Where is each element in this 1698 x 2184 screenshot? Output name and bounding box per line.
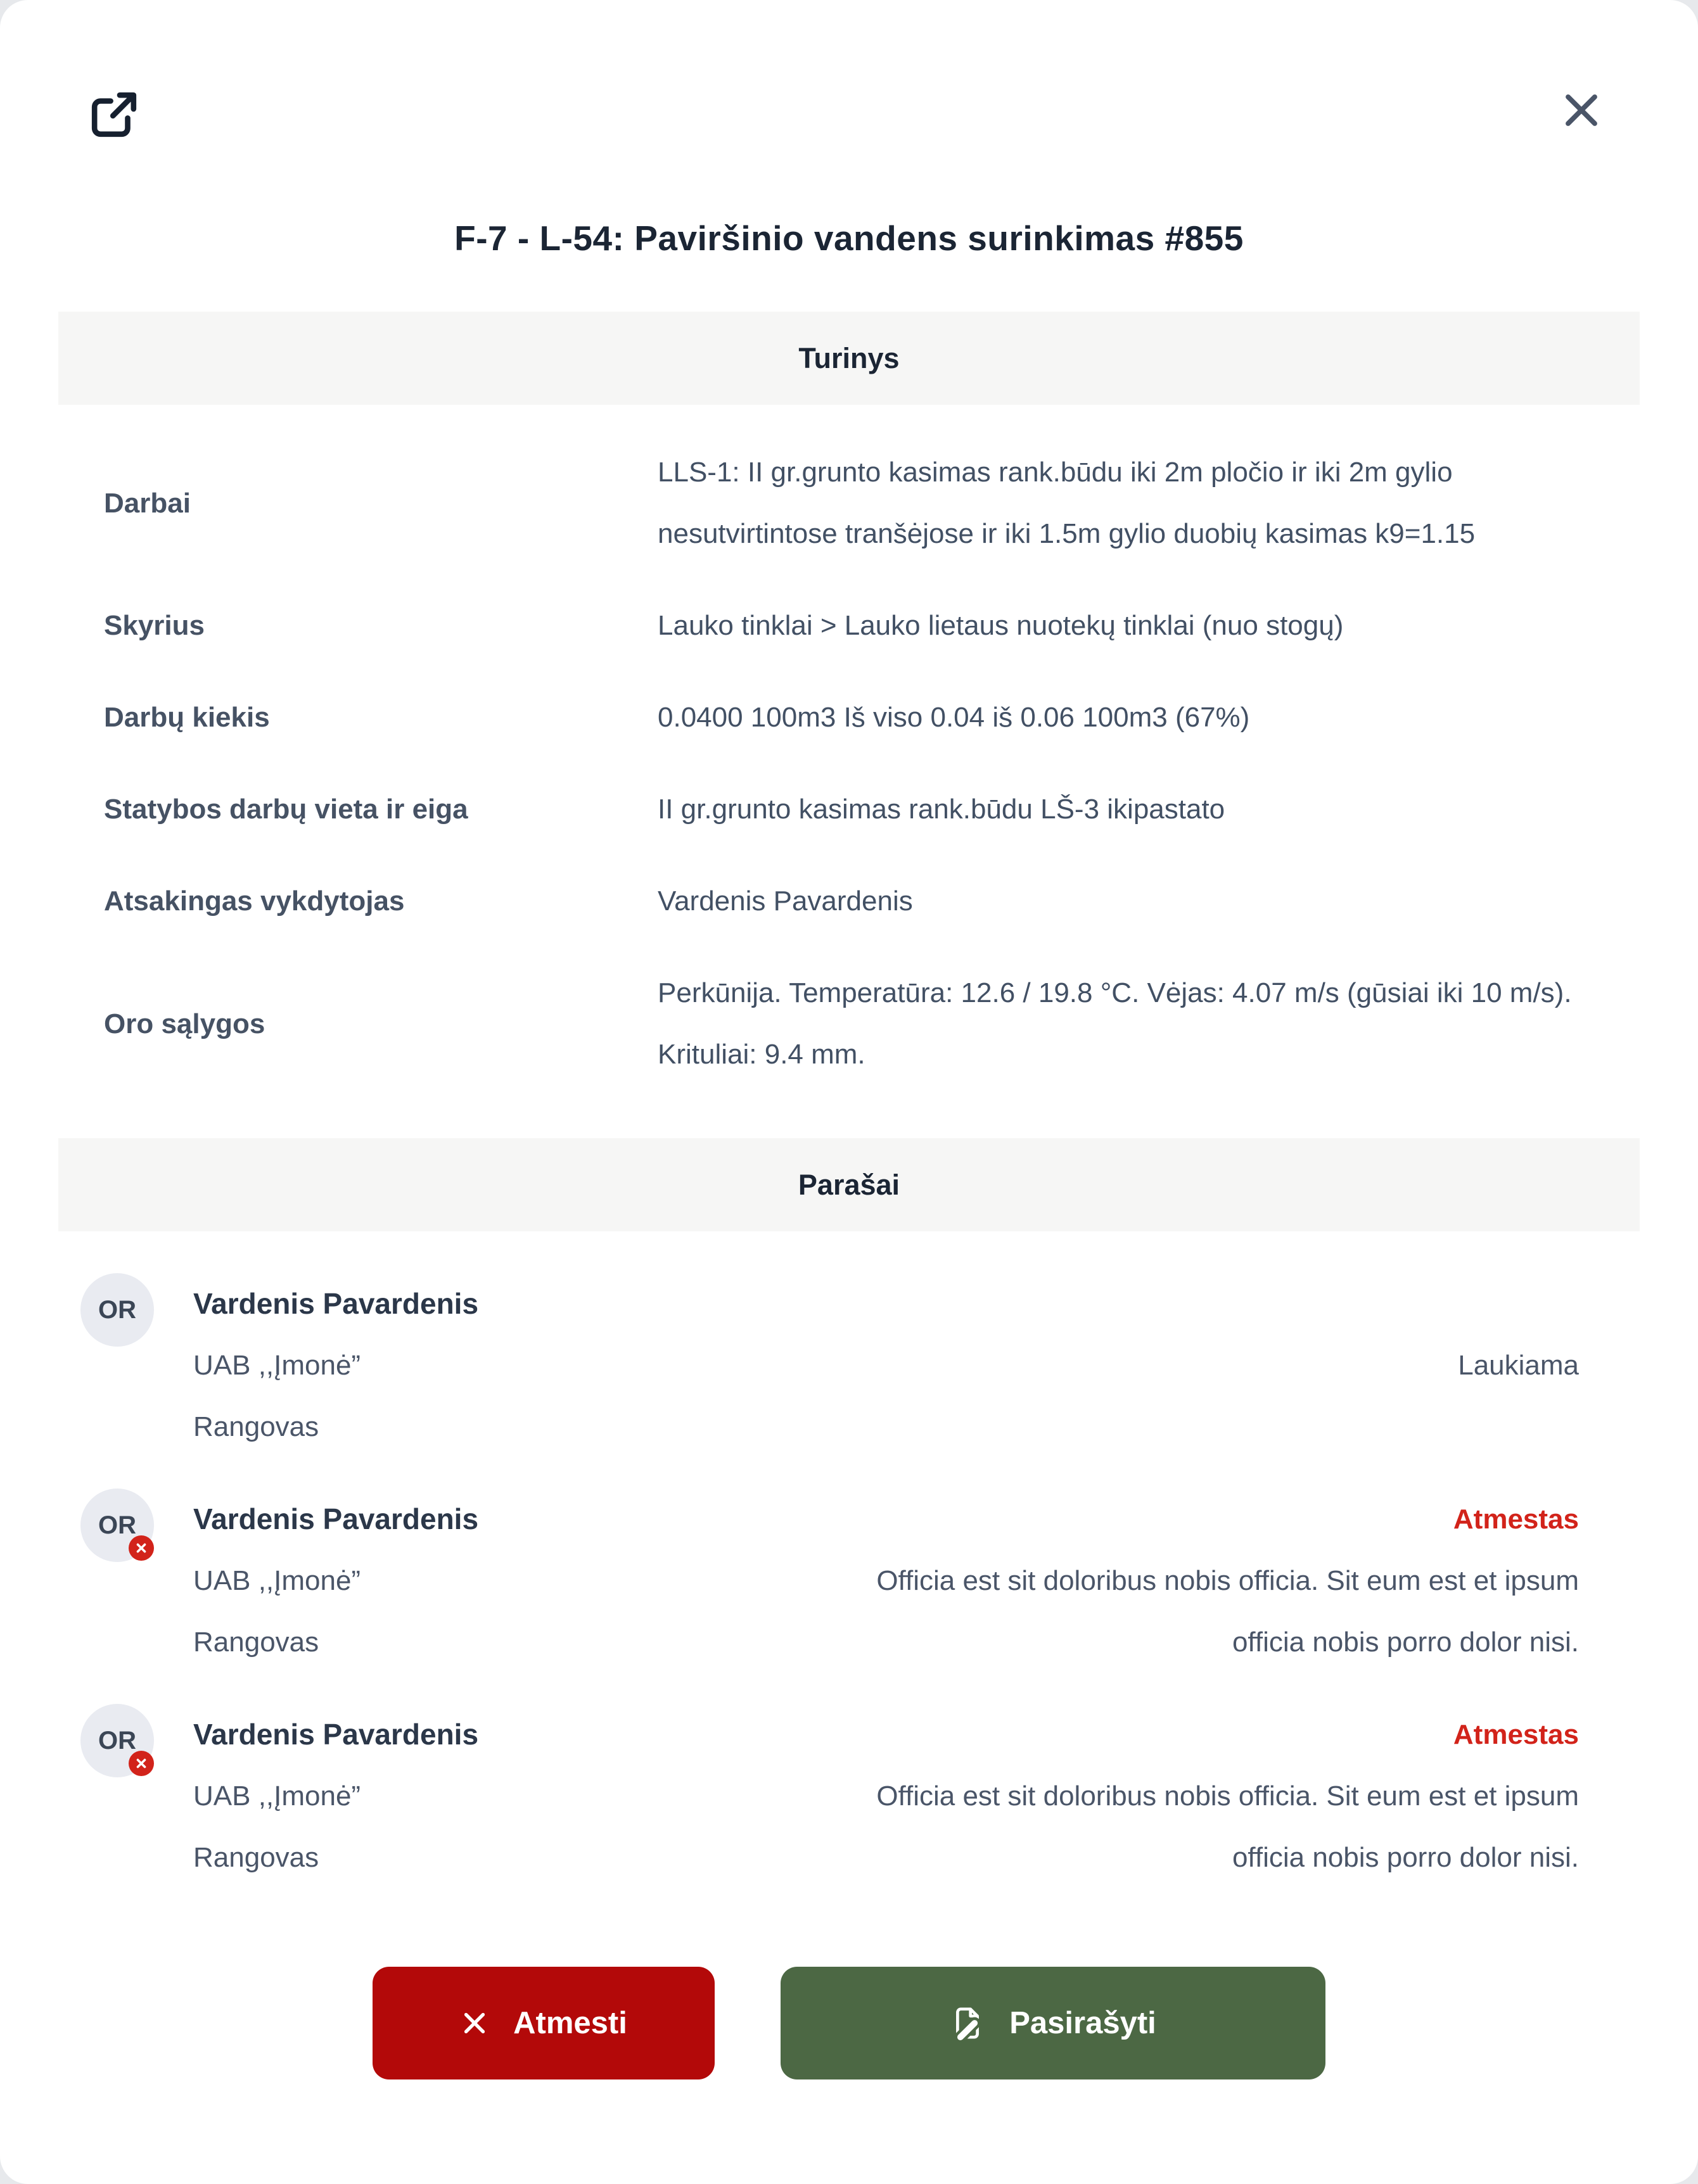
row-value: LLS-1: II gr.grunto kasimas rank.būdu iki 2m pločio ir iki 2m gylio nesutvirtintose tranšėjose ir iki 1.5m gylio duobių kasimas k9=1.15 [658, 457, 1476, 549]
signature-row [80, 1489, 1579, 1673]
external-link-icon [87, 134, 141, 144]
page-title: F-7 - L-54: Paviršinio vandens surinkimas #855 [454, 219, 1244, 258]
reject-button-label: Atmesti [513, 2006, 627, 2040]
signer-name: Vardenis Pavardenis [193, 1718, 479, 1751]
sign-button[interactable] [781, 1967, 1325, 2079]
signature-row [80, 1704, 1579, 1888]
x-badge-icon [129, 1751, 154, 1776]
signatures-list [80, 1273, 1579, 1888]
table-row [104, 962, 1579, 1085]
sign-button-label: Pasirašyti [1009, 2006, 1156, 2040]
row-value: 0.0400 100m3 Iš viso 0.04 iš 0.06 100m3 (67%) [658, 702, 1250, 733]
close-icon [1559, 125, 1604, 135]
section-header-signatures: Parašai [58, 1138, 1640, 1231]
content-table [104, 441, 1579, 1085]
table-row [104, 870, 1579, 932]
signature-status-block [853, 1704, 1579, 1888]
signer-name: Vardenis Pavardenis [193, 1287, 479, 1320]
action-buttons [0, 1967, 1698, 2079]
x-icon [460, 2009, 489, 2038]
rejection-comment: Officia est sit doloribus nobis officia. Sit eum est et ipsum officia nobis porro dolor nisi. [876, 1781, 1579, 1873]
row-label: Darbai [104, 487, 191, 519]
row-label: Oro sąlygos [104, 1008, 265, 1039]
status-badge: Atmestas [1453, 1504, 1579, 1535]
row-label: Atsakingas vykdytojas [104, 886, 405, 917]
avatar-initials: OR [80, 1704, 154, 1777]
signer-info [193, 1273, 814, 1457]
modal-top-bar [0, 0, 1698, 142]
rejection-comment: Officia est sit doloribus nobis officia. Sit eum est et ipsum officia nobis porro dolor nisi. [876, 1565, 1579, 1658]
row-value: Perkūnija. Temperatūra: 12.6 / 19.8 °C. Vėjas: 4.07 m/s (gūsiai iki 10 m/s). Krituliai: 9.4 mm. [658, 977, 1572, 1070]
status-badge: Laukiama [1458, 1350, 1579, 1381]
row-label: Darbų kiekis [104, 702, 270, 733]
signature-status-block [853, 1489, 1579, 1673]
row-value: Lauko tinklai > Lauko lietaus nuotekų tinklai (nuo stogų) [658, 610, 1344, 641]
row-label: Skyrius [104, 610, 205, 641]
signature-row [80, 1273, 1579, 1457]
table-row [104, 687, 1579, 748]
signer-info [193, 1704, 814, 1888]
section-header-content: Turinys [58, 312, 1640, 405]
table-row [104, 778, 1579, 840]
row-value: Vardenis Pavardenis [658, 886, 913, 917]
table-row [104, 441, 1579, 564]
row-label: Statybos darbų vieta ir eiga [104, 794, 468, 825]
close-button[interactable] [1559, 87, 1604, 133]
x-badge-icon [129, 1535, 154, 1561]
avatar-initials: OR [80, 1489, 154, 1562]
reject-button[interactable] [373, 1967, 715, 2079]
open-external-button[interactable] [87, 87, 141, 142]
signer-company: UAB ,,Įmonė” [193, 1781, 361, 1812]
signer-company: UAB ,,Įmonė” [193, 1350, 361, 1381]
document-pen-icon [950, 2005, 985, 2041]
avatar [80, 1704, 154, 1777]
avatar [80, 1273, 154, 1347]
row-value: II gr.grunto kasimas rank.būdu LŠ-3 ikipastato [658, 794, 1225, 825]
table-row [104, 595, 1579, 656]
signer-info [193, 1489, 814, 1673]
avatar [80, 1489, 154, 1562]
signer-name: Vardenis Pavardenis [193, 1502, 479, 1535]
signer-company: UAB ,,Įmonė” [193, 1565, 361, 1596]
signer-role: Rangovas [193, 1411, 319, 1442]
signature-status-block [853, 1273, 1579, 1457]
signer-role: Rangovas [193, 1842, 319, 1873]
signer-role: Rangovas [193, 1627, 319, 1658]
status-badge: Atmestas [1453, 1719, 1579, 1750]
avatar-initials: OR [80, 1273, 154, 1347]
